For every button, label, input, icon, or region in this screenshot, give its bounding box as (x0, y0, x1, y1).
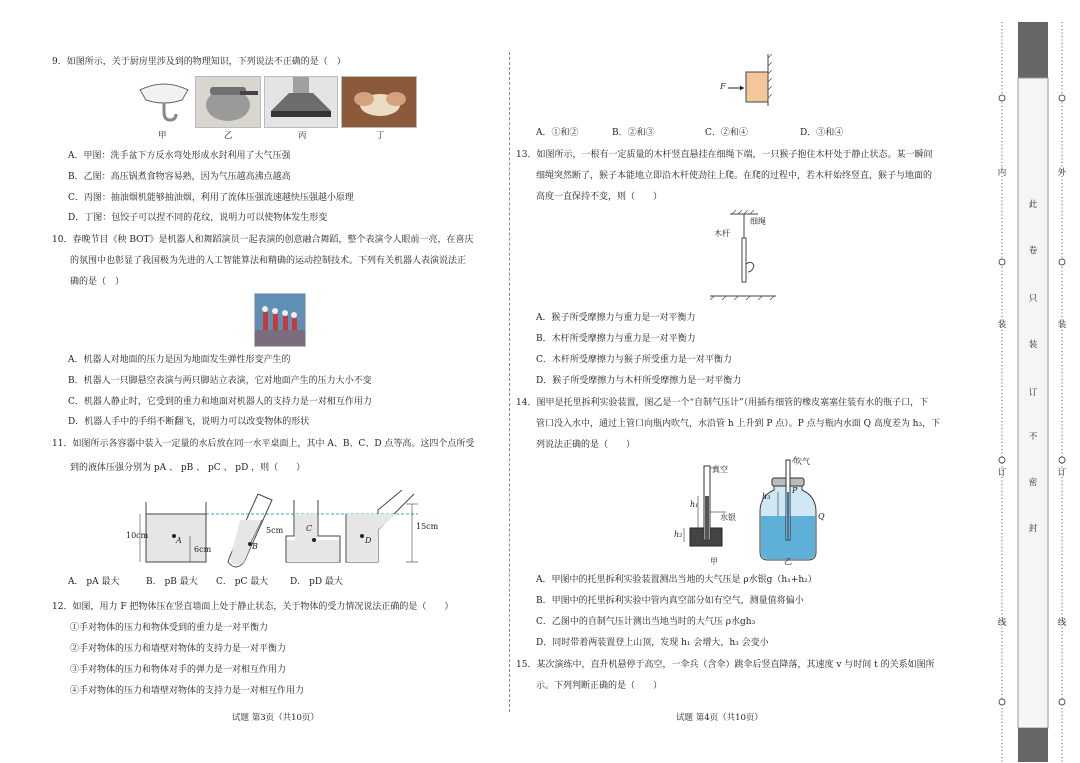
strip-outer-label: 外 (1057, 168, 1067, 178)
label-h3: h₃ (762, 492, 771, 501)
label-mercury: 水银 (720, 513, 736, 522)
q14-line-3: 列说法正确的是（ ） (536, 440, 636, 450)
label-jia: 甲 (710, 557, 718, 566)
q13-line-2: 细绳突然断了，猴子本能地立即沿木杆使劲往上爬。在爬的过程中，若木杆始终竖直，猴子与地面的 (536, 171, 933, 181)
robot-dance-image (254, 293, 306, 347)
label-h1: h₁ (690, 500, 699, 509)
q13-option-c: C．木杆所受摩擦力与猴子所受重力是一对平衡力 (536, 355, 732, 365)
label-blow: 吹气 (794, 457, 810, 466)
q10-line-2: 的氛围中也彰显了我国极为先进的人工智能算法和精确的运动控制技术。下列有关机器人表演说法正 (70, 256, 467, 266)
caption-ding: 丁 (376, 131, 385, 141)
q15-line-2: 示。下列判断正确的是（ ） (536, 681, 663, 691)
q11-option-b: B． pB 最大 (146, 577, 198, 587)
monkey-pole-figure (706, 208, 780, 302)
label-point-b: B (252, 542, 258, 551)
barometer-figure (670, 456, 834, 568)
pressure-cooker-image (195, 76, 261, 128)
q12-item-1: ①手对物体的压力和物体受到的重力是一对平衡力 (70, 623, 269, 633)
notice-char-7: 密 (1028, 478, 1038, 488)
label-pole: 木杆 (714, 229, 730, 238)
q10-option-c: C．机器人静止时，它受到的重力和地面对机器人的支持力是一对相互作用力 (68, 397, 372, 407)
q13-option-a: A．猴子所受摩擦力与重力是一对平衡力 (536, 313, 696, 323)
q12-option-a: A．①和② (536, 128, 579, 138)
q14-option-a: A．甲图中的托里拆利实验装置测出当地的大气压是 ρ水银g（h₁+h₂） (536, 575, 817, 585)
q13-line-1: 13．如图所示，一根有一定质量的木杆竖直悬挂在细绳下端，一只猴子抱住木杆处于静止状态。某一瞬间 (516, 150, 933, 160)
notice-char-2: 卷 (1028, 246, 1038, 256)
strip-left-xian: 线 (997, 618, 1007, 628)
q14-line-1: 14．图甲是托里拆利实验装置，图乙是一个“自制气压计”（用插有细管的橡皮塞塞住装有水的瓶子口，下 (516, 398, 929, 408)
q9-option-d: D．丁图：包饺子可以捏不同的花纹，说明力可以使物体发生形变 (68, 213, 328, 223)
caption-bing: 丙 (298, 131, 307, 141)
range-hood-image (264, 76, 338, 128)
q12-item-2: ②手对物体的压力和墙壁对物体的支持力是一对平衡力 (70, 644, 287, 654)
label-6cm: 6cm (194, 545, 212, 554)
notice-char-6: 不 (1028, 432, 1038, 442)
q9-option-a: A．甲图：洗手盆下方反水弯处形成水封利用了大气压强 (68, 151, 291, 161)
q13-option-b: B．木杆所受摩擦力与重力是一对平衡力 (536, 334, 696, 344)
label-p: P (792, 486, 798, 495)
q13-line-3: 高度一直保持不变，则（ ） (536, 192, 663, 202)
label-point-a: A (176, 536, 182, 545)
label-10cm: 10cm (126, 531, 149, 540)
label-h2: h₂ (674, 530, 683, 539)
label-vacuum: 真空 (712, 465, 728, 474)
q10-option-b: B．机器人一只脚悬空表演与两只脚站立表演，它对地面产生的压力大小不变 (68, 376, 372, 386)
notice-char-4: 装 (1028, 340, 1038, 350)
q13-option-d: D．猴子所受摩擦力与木杆所受摩擦力是一对平衡力 (536, 376, 742, 386)
notice-char-1: 此 (1028, 200, 1038, 210)
q12-option-c: C．②和④ (705, 128, 748, 138)
q14-option-b: B．甲图中的托里拆利实验中管内真空部分如有空气，测量值将偏小 (536, 596, 804, 606)
q12-item-3: ③手对物体的压力和物体对手的弹力是一对相互作用力 (70, 665, 287, 675)
label-rope: 细绳 (750, 217, 766, 226)
q11-line-1: 11．如图所示各容器中装入一定量的水后放在同一水平桌面上，其中 A、B、C、D 点等高。这四个点所受 (52, 439, 475, 449)
q14-option-d: D．同时带着两装置登上山顶，发现 h₁ 会增大，h₃ 会变小 (536, 638, 769, 648)
q11-line-2: 到的液体压强分别为 pA 、 pB 、 pC 、 pD ，则（ ） (70, 463, 306, 473)
label-15cm: 15cm (416, 522, 439, 531)
label-yi: 乙 (784, 557, 792, 566)
q10-line-1: 10．春晚节目《秧 BOT》是机器人和舞蹈演员一起表演的创意融合舞蹈，整个表演令人眼前一亮，在喜庆 (52, 235, 474, 245)
q11-option-c: C． pC 最大 (216, 577, 269, 587)
q12-stem: 12．如图，用力 F 把物体压在竖直墙面上处于静止状态，关于物体的受力情况说法正确的是（ ） (52, 602, 454, 612)
q10-option-d: D．机器人手中的手绢不断翻飞，说明力可以改变物体的形状 (68, 417, 310, 427)
caption-jia: 甲 (158, 131, 167, 141)
q10-line-3: 确的是（ ） (70, 277, 125, 287)
strip-right-zhuang: 装 (1057, 320, 1067, 330)
strip-right-xian: 线 (1057, 618, 1067, 628)
footer-left: 试题 第3页（共10页） (232, 713, 319, 723)
footer-right: 试题 第4页（共10页） (676, 713, 763, 723)
q9-option-b: B．乙图：高压锅煮食物容易熟，因为气压越高沸点越高 (68, 172, 291, 182)
q12-option-d: D．③和④ (800, 128, 844, 138)
q9-stem: 9．如图所示，关于厨房里涉及到的物理知识，下列说法不正确的是（ ） (52, 57, 346, 67)
q11-option-d: D． pD 最大 (290, 577, 343, 587)
notice-char-5: 订 (1028, 388, 1038, 398)
notice-char-8: 封 (1028, 524, 1038, 534)
q11-option-a: A． pA 最大 (68, 577, 120, 587)
label-point-d: D (365, 536, 372, 545)
block-wall-figure (720, 52, 772, 108)
q14-line-2: 管口没入水中，通过上管口向瓶内吹气，水沿管 h 上升到 P 点）。P 点与瓶内水面 Q 高度差为 h₃，下 (536, 419, 941, 429)
label-point-c: C (306, 524, 313, 533)
q9-option-c: C．丙图：抽油烟机能够抽油烟，利用了流体压强流速越快压强越小原理 (68, 193, 354, 203)
notice-char-3: 只 (1028, 294, 1038, 304)
containers-figure (126, 490, 438, 574)
label-q: Q (818, 512, 825, 521)
sink-image (138, 76, 190, 124)
strip-right-ding: 订 (1057, 468, 1067, 478)
caption-yi: 乙 (224, 131, 233, 141)
q12-item-4: ④手对物体的压力和墙壁对物体的支持力是一对相互作用力 (70, 686, 305, 696)
q10-option-a: A．机器人对地面的压力是因为地面发生弹性形变产生的 (68, 355, 291, 365)
label-5cm: 5cm (266, 526, 284, 535)
q15-line-1: 15．某次演练中，直升机悬停于高空，一伞兵（含伞）跳伞后竖直降落，其速度 v 与时间 t 的关系如图所 (516, 660, 935, 670)
label-force-f: F (720, 82, 726, 91)
q14-option-c: C．乙图中的自制气压计测出当地当时的大气压 ρ水gh₃ (536, 617, 756, 627)
page-divider (509, 52, 510, 712)
strip-left-ding: 订 (997, 468, 1007, 478)
strip-left-zhuang: 装 (997, 320, 1007, 330)
dumpling-image (341, 76, 417, 128)
strip-inner-label: 内 (997, 168, 1007, 178)
q12-option-b: B．②和③ (612, 128, 655, 138)
binding-strip (988, 22, 1076, 762)
